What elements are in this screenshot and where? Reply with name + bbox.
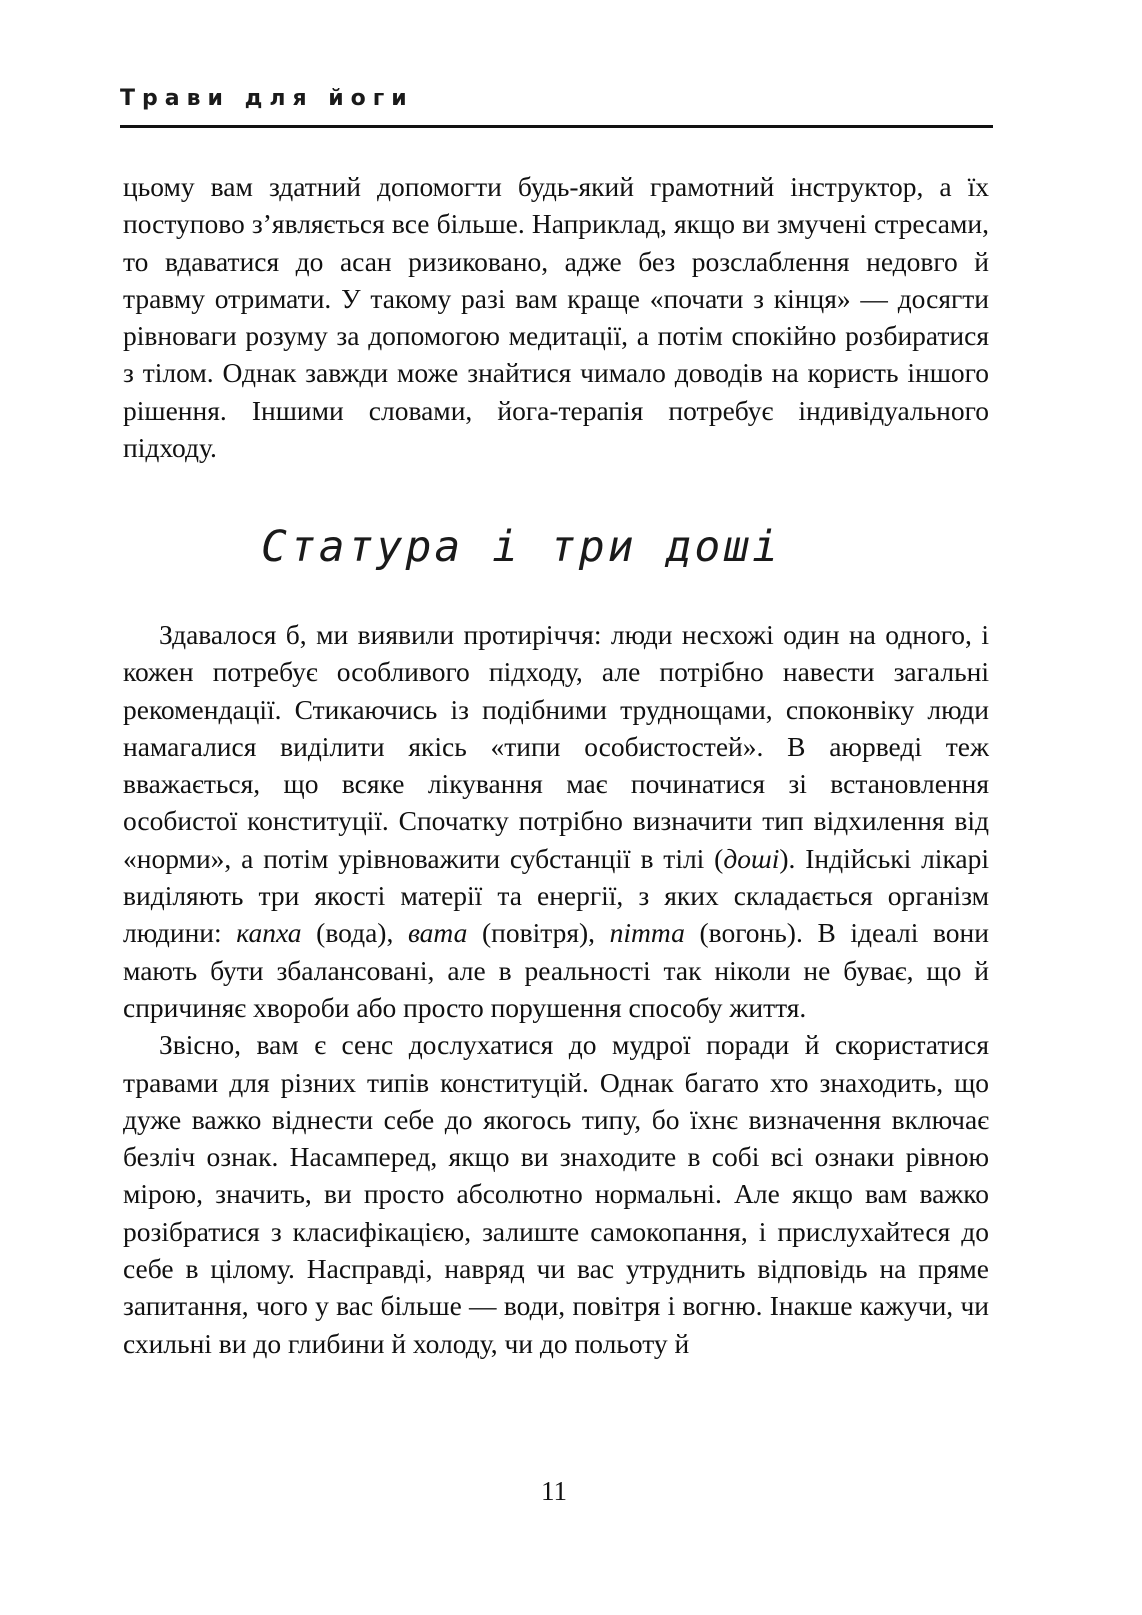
paragraph-continuation: цьому вам здатний допомогти будь-який грамотний інструктор, а їх поступово з’являється все більше. Наприклад, якщо ви змучені стресами, то вдаватися до асан ризиковано, адже без розслаблення недовго й травму отримати. У такому разі вам краще «почати з кінця» — досягти рівноваги розуму за допомогою медитації, а потім спокійно розбиратися з тілом. Однак завжди може знайтися чимало доводів на користь іншого рішення. Іншими словами, йога-терапія потребує індивідуального підходу.: [123, 171, 989, 464]
paragraph-doshas-part3: (вода),: [301, 917, 408, 949]
paragraph-doshas-part5: (вогонь). В ідеалі вони мають бути збалансовані, але в реальності так ніколи не буває, що й спричиняє хвороби або просто порушення способу життя.: [123, 917, 989, 1023]
paragraph-doshas: [123, 616, 989, 1026]
term-kapha: капха: [236, 917, 302, 949]
paragraph-doshas-part2: ). Індійські лікарі виділяють три якості матерії та енергії, з яких складається організм людини:: [123, 842, 989, 949]
paragraph-doshas-part1: Здавалося б, ми виявили протиріччя: люди несхожі один на одного, і кожен потребує особливого підходу, але потрібно навести загальні рекомендації. Стикаючись із подібними труднощами, споконвіку люди намагалися виділити якісь «типи особистостей». В аюрведі теж вважається, що всяке лікування має починатися зі встановлення особистої конституції. Спочатку потрібно визначити тип відхилення від «норми», а потім урівноважити субстанції в тілі (: [123, 619, 989, 874]
paragraph-herbs: Звісно, вам є сенс дослухатися до мудрої поради й скористатися травами для різних типів конституцій. Однак багато хто знаходить, що дуже важко віднести себе до якогось типу, бо їхнє визначення включає безліч ознак. Насамперед, якщо ви знаходите в собі всі ознаки рівною мірою, значить, ви просто абсолютно нормальні. Але якщо вам важко розібратися з класифікацією, залиште самокопання, і прислухайтеся до себе в цілому. Насправді, навряд чи вас утруднить відповідь на пряме запитання, чого у вас більше — води, повітря і вогню. Інакше кажучи, чи схильні ви до глибини й холоду, чи до польоту й: [123, 1029, 989, 1359]
text-block-top: [123, 168, 989, 466]
running-head: Трави для йоги: [120, 86, 414, 111]
paragraph-doshas-part4: (повітря),: [467, 917, 610, 949]
text-block-main: [123, 616, 989, 1362]
term-doshi: доші: [723, 842, 780, 874]
term-pitta: пітта: [609, 917, 685, 949]
header-rule: [120, 125, 993, 128]
term-vata: вата: [407, 917, 468, 949]
page-number: 11: [541, 1476, 567, 1506]
section-title: Статура і три доші: [261, 522, 781, 572]
